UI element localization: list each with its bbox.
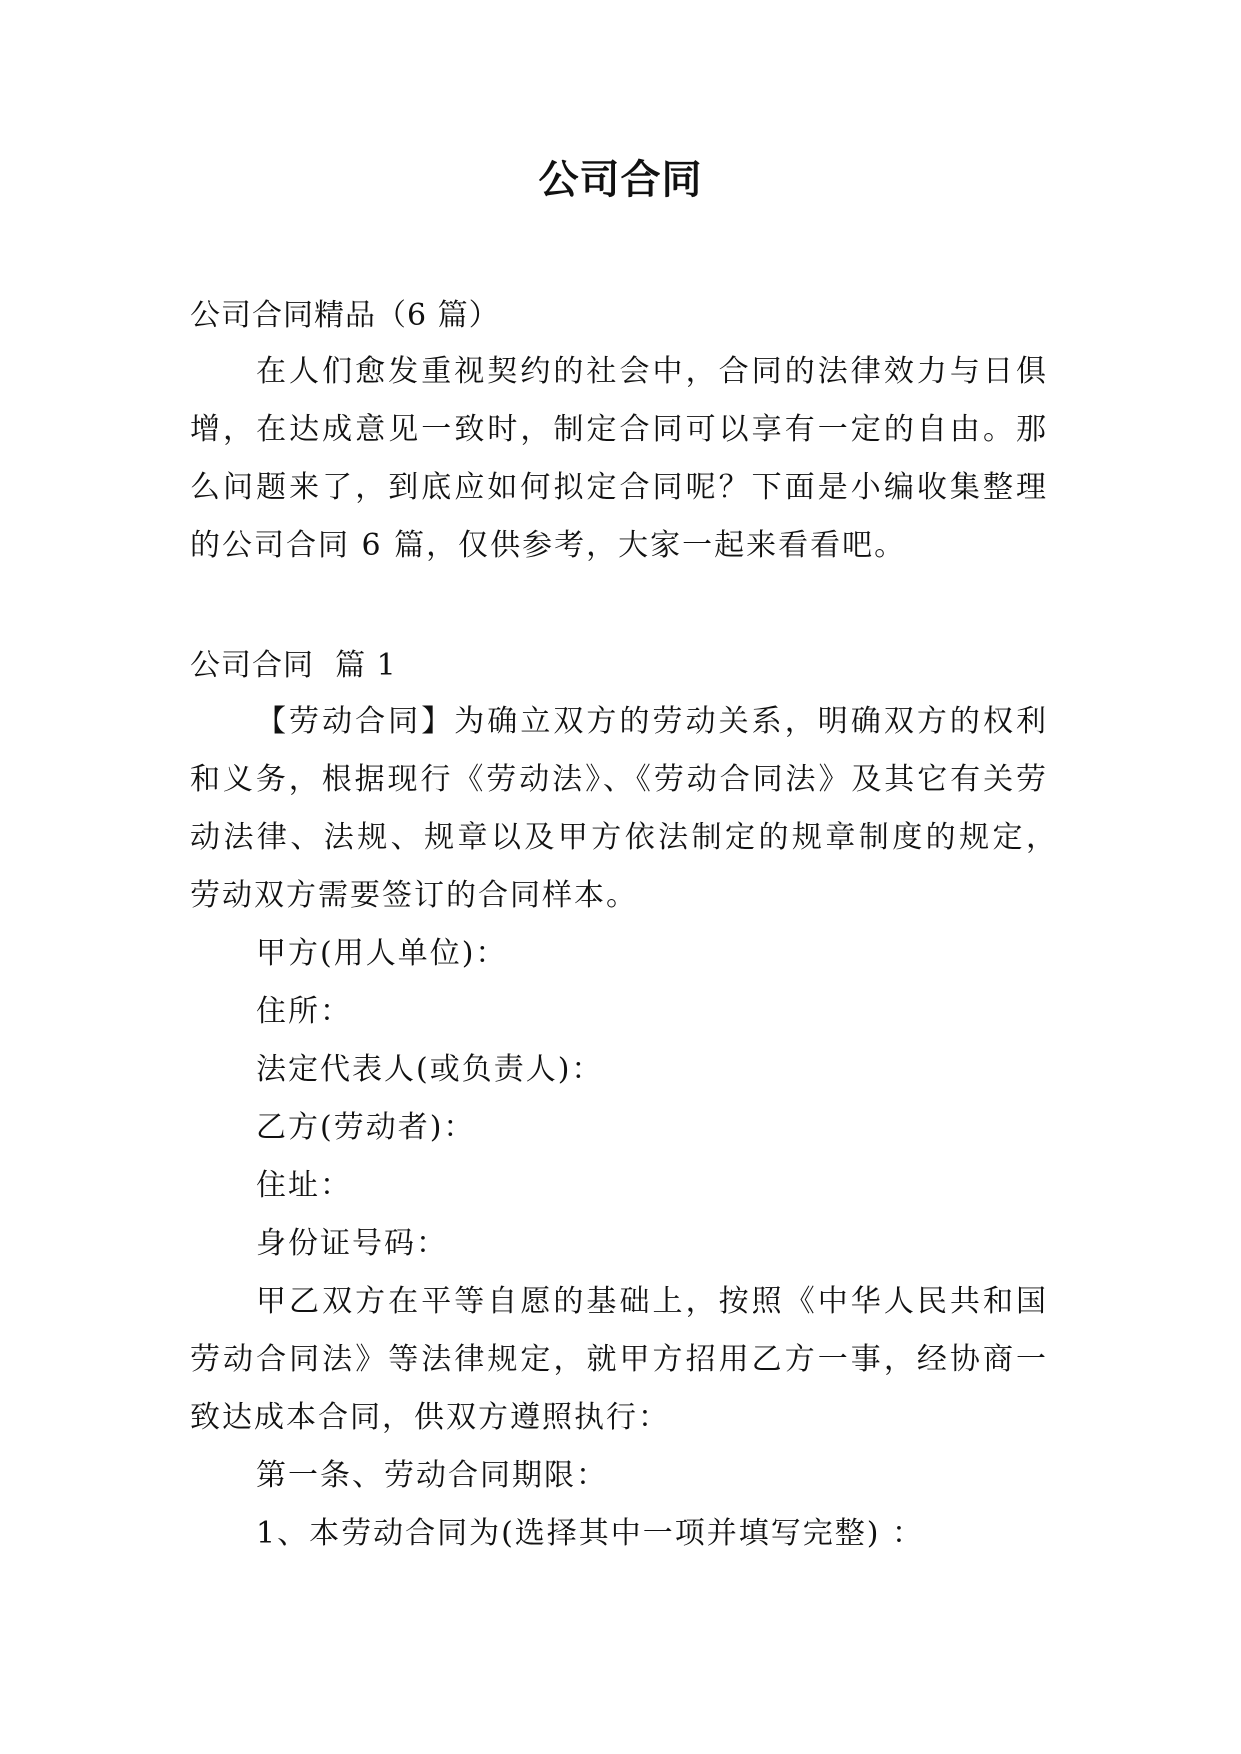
field-employee-address: 住址： (256, 1168, 352, 1203)
field-id-number: 身份证号码： (256, 1226, 448, 1261)
paragraph-line: 动法律、法规、规章以及甲方依法制定的规章制度的规定， (190, 820, 1056, 855)
document-subtitle: 公司合同精品（6 篇） (190, 298, 500, 333)
paragraph-line: 【劳动合同】为确立双方的劳动关系，明确双方的权利 (256, 704, 1046, 739)
intro-line: 在人们愈发重视契约的社会中，合同的法律效力与日俱 (256, 354, 1046, 389)
section-heading: 公司合同 篇 1 (190, 648, 397, 683)
field-employer-address: 住所： (256, 994, 352, 1029)
field-legal-representative: 法定代表人(或负责人)： (256, 1052, 604, 1087)
article-item: 1、本劳动合同为(选择其中一项并填写完整) ： (256, 1516, 925, 1551)
paragraph-line: 劳动双方需要签订的合同样本。 (190, 878, 638, 913)
paragraph-line: 致达成本合同，供双方遵照执行： (190, 1400, 670, 1435)
field-employer: 甲方(用人单位)： (256, 936, 508, 971)
paragraph-line: 和义务，根据现行《劳动法》、《劳动合同法》及其它有关劳 (190, 762, 1046, 797)
document-title: 公司合同 (538, 157, 703, 203)
paragraph-line: 甲乙双方在平等自愿的基础上，按照《中华人民共和国 (256, 1284, 1046, 1319)
field-employee: 乙方(劳动者)： (256, 1110, 476, 1145)
intro-line: 么问题来了，到底应如何拟定合同呢？下面是小编收集整理 (190, 470, 1046, 505)
intro-line: 的公司合同 6 篇，仅供参考，大家一起来看看吧。 (190, 528, 907, 563)
paragraph-line: 劳动合同法》等法律规定，就甲方招用乙方一事，经协商一 (190, 1342, 1046, 1377)
intro-line: 增，在达成意见一致时，制定合同可以享有一定的自由。那 (190, 412, 1046, 447)
article-heading: 第一条、劳动合同期限： (256, 1458, 608, 1493)
